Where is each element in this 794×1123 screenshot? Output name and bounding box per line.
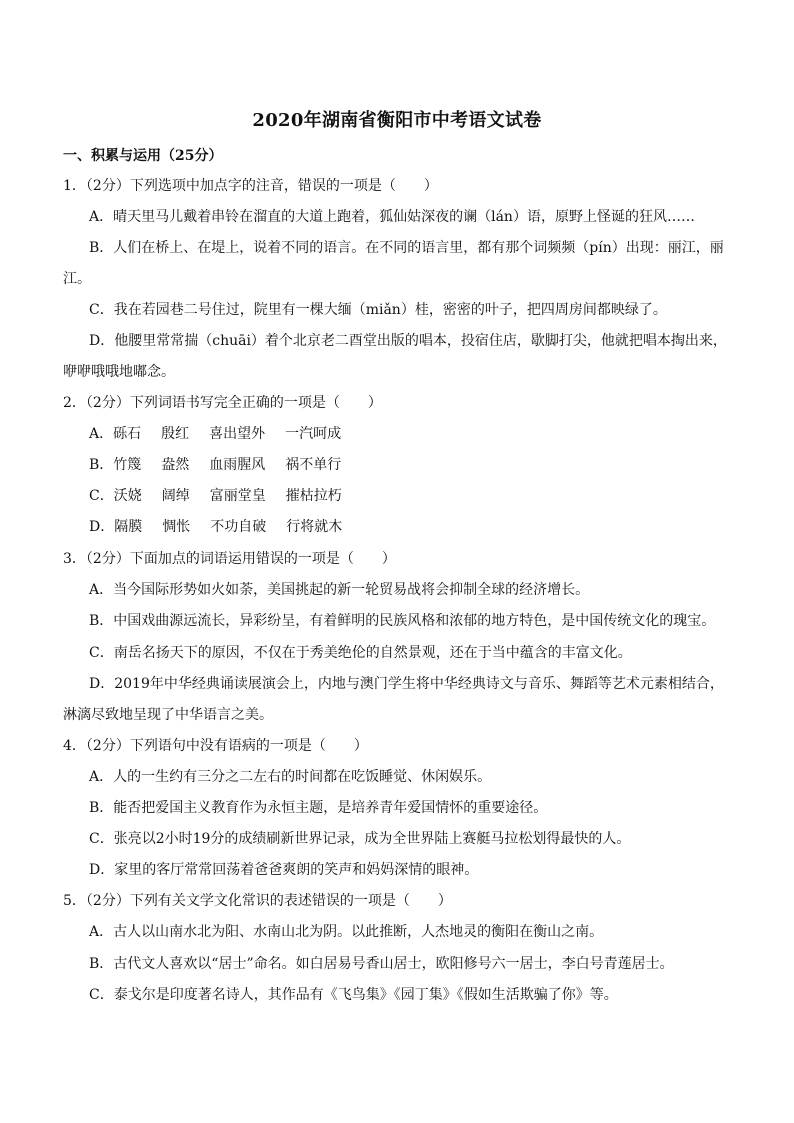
word: 祸不单行 — [285, 457, 342, 473]
question-2-option-c — [89, 486, 342, 506]
question-1-option-d: D．他腰里常常揣（chuāi）着个北京老二酉堂出版的唱本，投宿住店，歇脚打尖，他就把唱本掏出来， — [89, 333, 727, 349]
question-5-option-c: C．泰戈尔是印度著名诗人，其作品有《飞鸟集》《园丁集》《假如生活欺骗了你》等。 — [89, 987, 618, 1003]
question-5-option-b: B．古代文人喜欢以“居士”命名。如白居易号香山居士，欧阳修号六一居士，李白号青莲居士。 — [89, 956, 674, 972]
word: 血雨腥风 — [209, 457, 266, 473]
question-3-stem: 3．（2分）下面加点的词语运用错误的一项是（ ） — [63, 551, 396, 567]
option-label: C． — [89, 488, 114, 504]
question-2-stem: 2．（2分）下列词语书写完全正确的一项是（ ） — [63, 395, 382, 411]
word: 富丽堂皇 — [209, 488, 266, 504]
word: 喜出望外 — [209, 426, 266, 442]
question-5-option-a: A．古人以山南水北为阳、水南山北为阴。以此推断，人杰地灵的衡阳在衡山之南。 — [89, 924, 604, 940]
word: 行将就木 — [286, 519, 343, 535]
word: 一汽呵成 — [285, 426, 342, 442]
section-heading: 一、积累与运用（25分） — [63, 148, 223, 164]
question-1-option-b: B．人们在桥上、在堤上，说着不同的语言。在不同的语言里，都有那个词频频（pín）出现：丽江，丽 — [89, 240, 724, 256]
word: 不功自破 — [210, 519, 267, 535]
question-2-option-b — [89, 455, 341, 475]
word: 殷红 — [161, 426, 190, 442]
question-4-option-a: A．人的一生约有三分之二左右的时间都在吃饭睡觉、休闲娱乐。 — [89, 769, 492, 785]
question-4-stem: 4．（2分）下列语句中没有语病的一项是（ ） — [63, 738, 368, 754]
question-4-option-c: C．张亮以2小时19分的成绩刷新世界记录，成为全世界陆上赛艇马拉松划得最快的人。 — [89, 831, 631, 847]
question-2-option-d — [89, 517, 342, 537]
word: 惆怅 — [162, 519, 191, 535]
question-5-stem: 5．（2分）下列有关文学文化常识的表述错误的一项是（ ） — [63, 893, 452, 909]
question-1-option-b-cont: 江。 — [63, 271, 91, 287]
question-4-option-d: D．家里的客厅常常回荡着爸爸爽朗的笑声和妈妈深情的眼神。 — [89, 862, 479, 878]
word: 盎然 — [161, 457, 190, 473]
question-3-option-d: D．2019年中华经典诵读展演会上，内地与澳门学生将中华经典诗文与音乐、舞蹈等艺术元素相结合， — [89, 676, 724, 692]
word: 阔绰 — [161, 488, 190, 504]
option-label: B． — [89, 457, 114, 473]
word: 沃娆 — [113, 488, 142, 504]
question-3-option-a: A．当今国际形势如火如荼，美国挑起的新一轮贸易战将会抑制全球的经济增长。 — [89, 582, 590, 598]
question-4-option-b: B．能否把爱国主义教育作为永恒主题，是培养青年爱国情怀的重要途径。 — [89, 800, 548, 816]
question-3-option-c: C．南岳名扬天下的原因，不仅在于秀美绝伦的自然景观，还在于当中蕴含的丰富文化。 — [89, 645, 632, 661]
option-label: A． — [89, 426, 114, 442]
question-1-option-c: C．我在若园巷二号住过，院里有一棵大缅（miǎn）桂，密密的叶子，把四周房间都映绿了。 — [89, 302, 667, 318]
question-3-option-d-cont: 淋漓尽致地呈现了中华语言之美。 — [63, 707, 273, 723]
option-label: D． — [89, 519, 115, 535]
question-1-option-a: A．晴天里马儿戴着串铃在溜直的大道上跑着，狐仙姑深夜的谰（lán）语，原野上怪诞的狂风…… — [89, 209, 695, 225]
question-1-option-d-cont: 咿咿哦哦地嘟念。 — [63, 364, 175, 380]
word: 隔膜 — [114, 519, 143, 535]
question-3-option-b: B．中国戏曲源远流长，异彩纷呈，有着鲜明的民族风格和浓郁的地方特色，是中国传统文化的瑰宝。 — [89, 613, 716, 629]
word: 竹篾 — [113, 457, 142, 473]
exam-title: 2020年湖南省衡阳市中考语文试卷 — [252, 110, 542, 131]
question-2-option-a — [89, 424, 341, 444]
word: 摧枯拉朽 — [285, 488, 342, 504]
question-1-stem: 1．（2分）下列选项中加点字的注音，错误的一项是（ ） — [63, 178, 438, 194]
word: 砾石 — [113, 426, 142, 442]
